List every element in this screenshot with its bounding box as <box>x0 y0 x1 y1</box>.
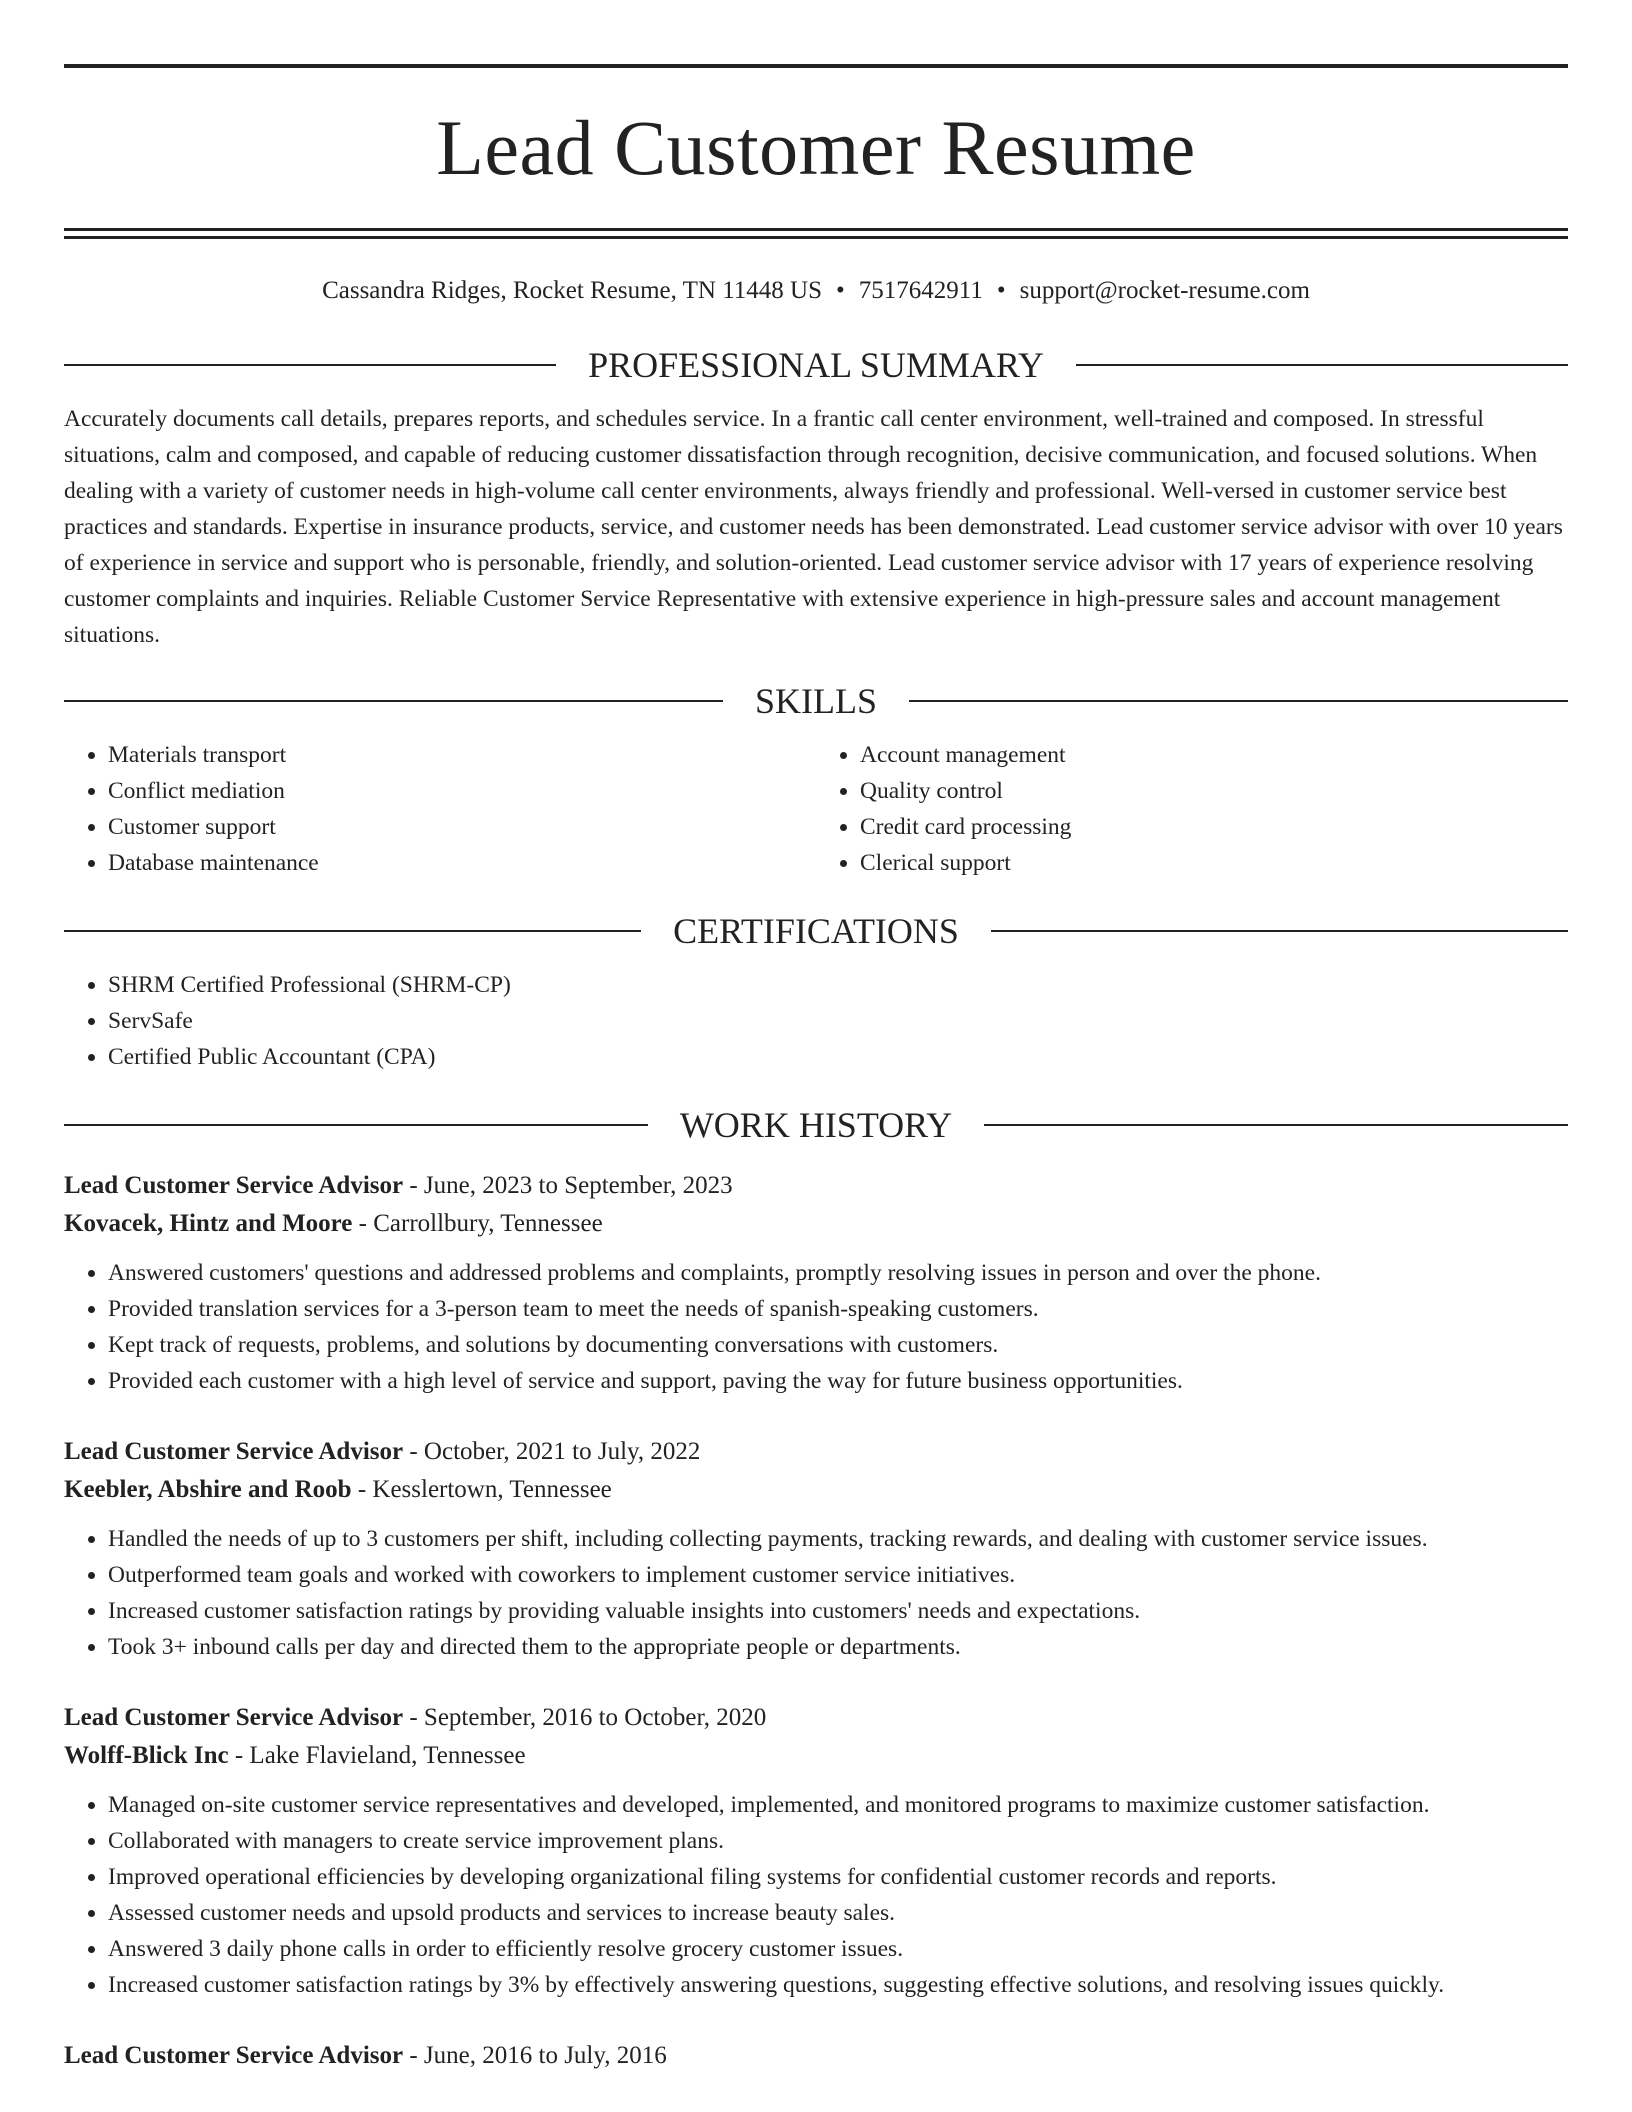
job-bullet: • Provided each customer with a high level of service and support, paving the way for future business opportunities. <box>108 1363 1568 1399</box>
header-rule-left <box>64 364 556 366</box>
contact-email: support@rocket-resume.com <box>1019 277 1310 304</box>
job-bullet: • Increased customer satisfaction ratings by providing valuable insights into customers' needs and expectations. <box>108 1593 1568 1629</box>
job-bullet: • Handled the needs of up to 3 customers per shift, including collecting payments, tracking rewards, and dealing with customer service issues. <box>108 1521 1568 1557</box>
job-company-line <box>64 1737 1568 1775</box>
header-rule-left <box>64 700 723 702</box>
top-rule <box>64 64 1568 68</box>
section-header-work-history <box>64 1103 1568 1147</box>
job-company: Kovacek, Hintz and Moore <box>64 1210 353 1237</box>
job-bullet: • Kept track of requests, problems, and solutions by documenting conversations with customers. <box>108 1327 1568 1363</box>
contact-line <box>64 275 1568 307</box>
summary-paragraph: Accurately documents call details, prepares reports, and schedules service. In a frantic call center environment, well-trained and composed. In stressful situations, calm and composed, and capable of reducing customer dissatisfaction through recognition, decisive communication, and focused solutions. When dealing with a variety of customer needs in high-volume call center environments, always friendly and professional. Well-versed in customer service best practices and standards. Expertise in insurance products, service, and customer needs has been demonstrated. Lead customer service advisor with over 10 years of experience in service and support who is personable, friendly, and solution-oriented. Lead customer service advisor with 17 years of experience resolving customer complaints and inquiries. Reliable Customer Service Representative with extensive experience in high-pressure sales and account management situations. <box>64 406 1563 648</box>
job-bullet: • Assessed customer needs and upsold products and services to increase beauty sales. <box>108 1895 1568 1931</box>
job-bullet: • Improved operational efficiencies by developing organizational filing systems for confidential customer records and reports. <box>108 1859 1568 1895</box>
job-company-line <box>64 1471 1568 1509</box>
job-title-line <box>64 1167 1568 1205</box>
job-location: - Carrollbury, Tennessee <box>352 1210 603 1237</box>
job-dates: - September, 2016 to October, 2020 <box>403 1704 767 1731</box>
skill-item: • Materials transport <box>108 737 816 773</box>
skill-item: • Clerical support <box>860 845 1568 881</box>
job-dates: - October, 2021 to July, 2022 <box>403 1438 701 1465</box>
contact-address: Cassandra Ridges, Rocket Resume, TN 11448 US <box>322 277 823 304</box>
job-location: - Lake Flavieland, Tennessee <box>228 1742 526 1769</box>
skill-item: • Account management <box>860 737 1568 773</box>
resume-title: Lead Customer Resume <box>436 104 1196 191</box>
job-company-line <box>64 1205 1568 1243</box>
job-dates: - June, 2023 to September, 2023 <box>403 1172 733 1199</box>
job-title-line <box>64 2037 1568 2075</box>
contact-separator: • <box>836 277 845 304</box>
job-bullet: • Provided translation services for a 3-person team to meet the needs of spanish-speaking customers. <box>108 1291 1568 1327</box>
job-bullet: • Managed on-site customer service representatives and developed, implemented, and monitored programs to maximize customer satisfaction. <box>108 1787 1568 1823</box>
certification-item: • SHRM Certified Professional (SHRM-CP) <box>108 967 1568 1003</box>
job-entry <box>64 2037 1568 2075</box>
skill-item: • Credit card processing <box>860 809 1568 845</box>
section-title-skills: SKILLS <box>755 681 878 721</box>
section-title-work-history: WORK HISTORY <box>679 1105 953 1145</box>
section-header-skills <box>64 679 1568 723</box>
double-rule <box>64 228 1568 239</box>
job-title: Lead Customer Service Advisor <box>64 1172 404 1199</box>
resume-page <box>64 64 1568 2075</box>
header-rule-right <box>984 1124 1568 1126</box>
skill-item: • Database maintenance <box>108 845 816 881</box>
job-bullet: • Answered 3 daily phone calls in order to efficiently resolve grocery customer issues. <box>108 1931 1568 1967</box>
job-bullet: • Answered customers' questions and addressed problems and complaints, promptly resolving issues in person and over the phone. <box>108 1255 1568 1291</box>
skill-item: • Customer support <box>108 809 816 845</box>
job-bullet: • Outperformed team goals and worked with coworkers to implement customer service initiatives. <box>108 1557 1568 1593</box>
header-rule-right <box>909 700 1568 702</box>
header-rule-left <box>64 930 641 932</box>
header-rule-right <box>991 930 1568 932</box>
section-title-summary: PROFESSIONAL SUMMARY <box>588 345 1044 385</box>
certifications-list <box>64 967 1568 1075</box>
skills-column-right <box>816 737 1568 881</box>
job-entry <box>64 1167 1568 1399</box>
section-header-certifications <box>64 909 1568 953</box>
job-bullets <box>64 1255 1568 1399</box>
job-company: Keebler, Abshire and Roob <box>64 1476 352 1503</box>
job-bullets <box>64 1521 1568 1665</box>
job-entry <box>64 1433 1568 1665</box>
job-entry <box>64 1699 1568 2003</box>
job-bullet: • Collaborated with managers to create service improvement plans. <box>108 1823 1568 1859</box>
job-dates: - June, 2016 to July, 2016 <box>403 2042 667 2069</box>
contact-separator: • <box>996 277 1006 304</box>
job-bullet: • Took 3+ inbound calls per day and directed them to the appropriate people or departments. <box>108 1629 1568 1665</box>
job-title-line <box>64 1433 1568 1471</box>
skills-column-left <box>64 737 816 881</box>
job-company: Wolff-Blick Inc <box>64 1742 229 1769</box>
job-title: Lead Customer Service Advisor <box>64 1438 404 1465</box>
job-title-line <box>64 1699 1568 1737</box>
job-bullets <box>64 1787 1568 2003</box>
header-rule-left <box>64 1124 648 1126</box>
job-location: - Kesslertown, Tennessee <box>351 1476 612 1503</box>
skill-item: • Conflict mediation <box>108 773 816 809</box>
section-header-summary <box>64 343 1568 387</box>
skill-item: • Quality control <box>860 773 1568 809</box>
job-title: Lead Customer Service Advisor <box>64 1704 404 1731</box>
certification-item: • ServSafe <box>108 1003 1568 1039</box>
section-title-certifications: CERTIFICATIONS <box>673 911 959 951</box>
certification-item: • Certified Public Accountant (CPA) <box>108 1039 1568 1075</box>
job-bullet: • Increased customer satisfaction ratings by 3% by effectively answering questions, suggesting effective solutions, and resolving issues quickly. <box>108 1967 1568 2003</box>
header-rule-right <box>1076 364 1568 366</box>
contact-phone: 7517642911 <box>858 277 983 304</box>
job-title: Lead Customer Service Advisor <box>64 2042 404 2069</box>
skills-list <box>64 737 1568 881</box>
